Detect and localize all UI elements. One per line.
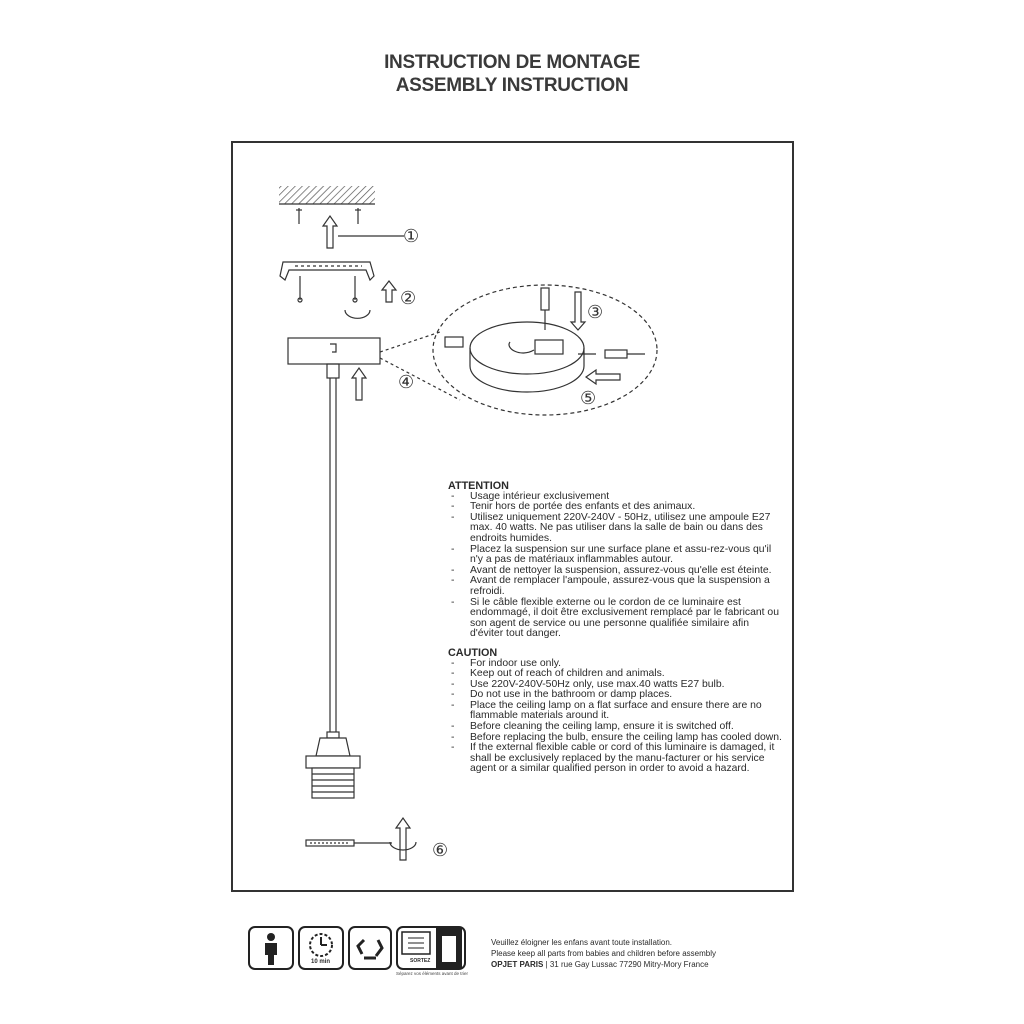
list-item: - Utilisez uniquement 220V-240V - 50Hz, utilisez une ampoule E27 max. 40 watts. Ne pas utiliser dans la salle de bain ou dans des endroits humides.: [448, 513, 783, 545]
terminal-block: [535, 340, 563, 354]
footer-address-line: [491, 959, 716, 970]
arrow-up-step6: [396, 818, 410, 860]
list-item: - Use 220V-240V-50Hz only, use max.40 watts E27 bulb.: [448, 680, 783, 691]
arrow-up-step4: [352, 368, 366, 400]
footer-text: [491, 937, 716, 970]
list-item: - Tenir hors de portée des enfants et des animaux.: [448, 502, 783, 513]
bracket-screw-left: [298, 276, 302, 302]
list-item: - Before cleaning the ceiling lamp, ensure it is switched off.: [448, 722, 783, 733]
sort-label: SORTEZ: [410, 958, 431, 964]
footer-line-english: Please keep all parts from babies and children before assembly: [491, 949, 717, 958]
bracket-screw-right: [353, 276, 357, 302]
sort-waste-icon: [396, 926, 466, 970]
title-english: ASSEMBLY INSTRUCTION: [395, 75, 629, 96]
step-5-label: ⑤: [580, 388, 597, 409]
list-item: - Usage intérieur exclusivement: [448, 492, 783, 503]
list-item: - Before replacing the bulb, ensure the ceiling lamp has cooled down.: [448, 733, 783, 744]
person-icon: [248, 926, 294, 970]
list-item: - Keep out of reach of children and animals.: [448, 669, 783, 680]
step-3-label: ③: [587, 302, 604, 323]
cable-grip: [327, 364, 339, 378]
mounting-bracket: [280, 262, 374, 280]
recycle-icon: [348, 926, 392, 970]
step-1-label: ①: [403, 226, 420, 247]
list-item: - Do not use in the bathroom or damp places.: [448, 690, 783, 701]
attention-heading: ATTENTION: [448, 480, 509, 492]
arrow-up-step1: [323, 216, 337, 248]
list-item: - Avant de nettoyer la suspension, assurez-vous qu'elle est éteinte.: [448, 566, 783, 577]
company-name: OPJET PARIS: [491, 960, 544, 969]
lamp-socket: [306, 732, 360, 798]
list-item: - If the external flexible cable or cord of this luminaire is damaged, it shall be exclusively replaced by the manu-facturer or his service agent or a similar qualified person in order to avoid a hazard.: [448, 743, 783, 775]
title-french: INSTRUCTION DE MONTAGE: [384, 52, 640, 73]
caution-list: [448, 659, 783, 776]
company-address: | 31 rue Gay Lussac 77290 Mitry-Mory France: [543, 960, 709, 969]
ceiling-screw-right: [355, 208, 361, 224]
step-2-label: ②: [400, 288, 417, 309]
shade-ring: [306, 840, 354, 846]
attention-list: [448, 492, 783, 640]
step-6-label: ⑥: [432, 840, 449, 861]
clock-label: 10 min: [311, 959, 331, 965]
rotation-arrow-2: [345, 310, 370, 318]
list-item: - Placez la suspension sur une surface plane et assu-rez-vous qu'il n'y a pas de matériaux inflammables autour.: [448, 545, 783, 566]
arrow-down-step3: [571, 292, 585, 330]
screwdriver-top: [541, 288, 549, 310]
screwdriver-side: [605, 350, 627, 358]
list-item: - Place the ceiling lamp on a flat surface and ensure there are no flammable materials around it.: [448, 701, 783, 722]
warnings-section: [448, 481, 783, 783]
clock-icon: [298, 926, 344, 970]
ceiling-screw-left: [296, 208, 302, 224]
step-4-label: ④: [398, 372, 415, 393]
list-item: - Avant de remplacer l'ampoule, assurez-vous que la suspension a refroidi.: [448, 576, 783, 597]
arrow-left-step5: [586, 370, 620, 384]
arrow-up-step2: [382, 281, 396, 302]
side-cap: [445, 337, 463, 347]
list-item: - Si le câble flexible externe ou le cordon de ce luminaire est endommagé, il doit être exclusivement remplacé par le fabricant ou son agent de service ou une personne qualifiée similaire afin d'éviter tout danger.: [448, 598, 783, 640]
caution-heading: CAUTION: [448, 646, 498, 659]
ceiling-hatch: [279, 186, 375, 204]
sort-caption: Séparez vos éléments avant de trier: [396, 971, 469, 976]
list-item: - For indoor use only.: [448, 659, 783, 670]
rotation-arrow-6: [390, 842, 416, 850]
footer-line-french: Veuillez éloigner les enfans avant toute installation.: [491, 938, 673, 947]
ceiling-canopy: [288, 338, 380, 364]
